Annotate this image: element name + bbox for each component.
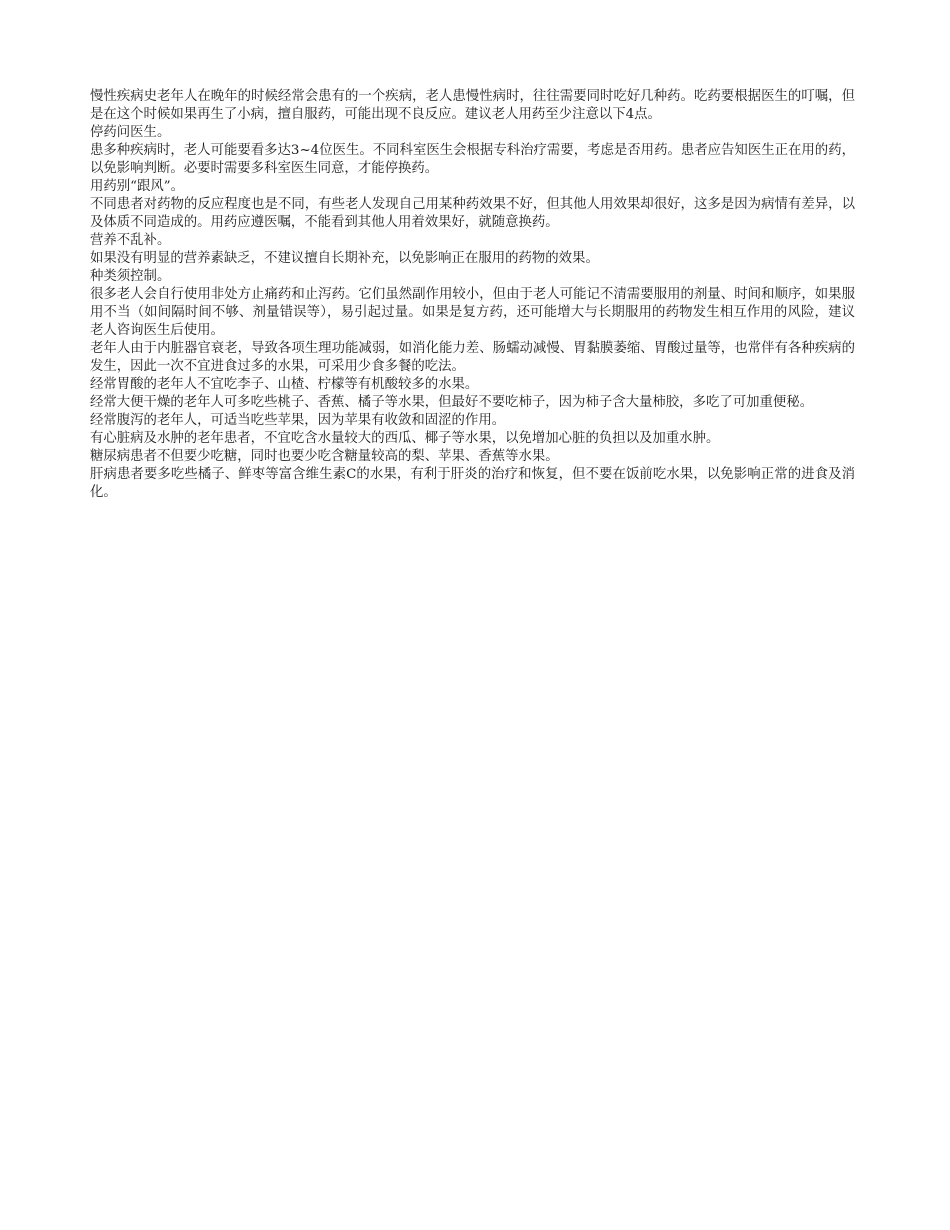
intro-paragraph: 慢性疾病史老年人在晚年的时候经常会患有的一个疾病，老人患慢性病时，往往需要同时吃好几种药。吃药要根据医生的叮嘱，但是在这个时候如果再生了小病，擅自服药，可能出现不良反应。建议老人用药至少注意以下4点。: [90, 89, 855, 122]
document-body: [90, 88, 855, 502]
heading-control-types: 种类须控制。: [90, 269, 171, 284]
paragraph-individual-response: 不同患者对药物的反应程度也是不同，有些老人发现自己用某种药效果不好，但其他人用效果却很好，这多是因为病情有差异，以及体质不同造成的。用药应遵医嘱，不能看到其他人用着效果好，就随意换药。: [90, 197, 855, 230]
paragraph-constipation: 经常大便干燥的老年人可多吃些桃子、香蕉、橘子等水果，但最好不要吃柿子，因为柿子含大量柿胶，多吃了可加重便秘。: [90, 395, 814, 410]
paragraph-nutrition: 如果没有明显的营养素缺乏，不建议擅自长期补充，以免影响正在服用的药物的效果。: [90, 251, 599, 266]
paragraph-multiple-doctors: 患多种疾病时，老人可能要看多达3~4位医生。不同科室医生会根据专科治疗需要，考虑是否用药。患者应告知医生正在用的药，以免影响判断。必要时需要多科室医生同意，才能停换药。: [90, 143, 855, 176]
paragraph-stomach-acid: 经常胃酸的老年人不宜吃李子、山楂、柠檬等有机酸较多的水果。: [90, 377, 479, 392]
heading-stop-medication: 停药问医生。: [90, 125, 171, 140]
heading-no-follow-trend: 用药别“跟风”。: [90, 179, 185, 194]
paragraph-elderly-digestion: 老年人由于内脏器官衰老，导致各项生理功能减弱，如消化能力差、肠蠕动减慢、胃黏膜萎缩、胃酸过量等，也常伴有各种疾病的发生，因此一次不宜进食过多的水果，可采用少食多餐的吃法。: [90, 341, 855, 374]
paragraph-diabetes: 糖尿病患者不但要少吃糖，同时也要少吃含糖量较高的梨、苹果、香蕉等水果。: [90, 449, 559, 464]
paragraph-otc-drugs: 很多老人会自行使用非处方止痛药和止泻药。它们虽然副作用较小，但由于老人可能记不清需要服用的剂量、时间和顺序，如果服用不当（如间隔时间不够、剂量错误等），易引起过量。如果是复方药，还可能增大与长期服用的药物发生相互作用的风险，建议老人咨询医生后使用。: [90, 287, 855, 338]
paragraph-liver-disease: 肝病患者要多吃些橘子、鲜枣等富含维生素C的水果，有利于肝炎的治疗和恢复，但不要在饭前吃水果，以免影响正常的进食及消化。: [90, 467, 855, 500]
paragraph-diarrhea: 经常腹泻的老年人，可适当吃些苹果，因为苹果有收敛和固涩的作用。: [90, 413, 506, 428]
paragraph-heart-disease: 有心脏病及水肿的老年患者，不宜吃含水量较大的西瓜、椰子等水果，以免增加心脏的负担以及加重水肿。: [90, 431, 720, 446]
heading-nutrition: 营养不乱补。: [90, 233, 171, 248]
